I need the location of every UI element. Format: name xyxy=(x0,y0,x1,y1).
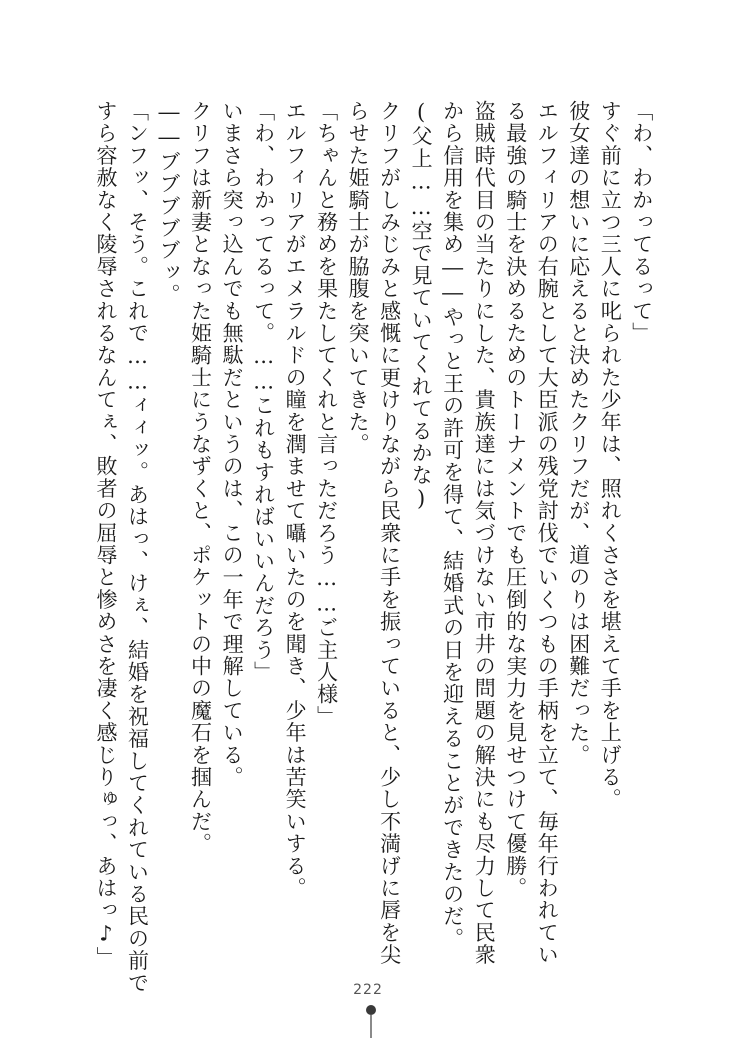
text-line-14: いまさら突っ込んでも無駄だというのは、この一年で理解している。 xyxy=(220,100,245,789)
text-line-11: 「ちゃんと務めを果たしてくれと言っただろう……ご主人様」 xyxy=(314,100,339,728)
page-marker-line xyxy=(370,1015,372,1038)
text-line-12: エルフィリアがエメラルドの瞳を潤ませて囁いたのを聞き、少年は苦笑いする。 xyxy=(283,100,308,900)
text-line-9: クリフがしみじみと感慨に更けりながら民衆に手を振っていると、少し不満げに唇を尖 xyxy=(377,100,402,966)
page-number: 222 xyxy=(353,982,383,998)
text-line-2: すぐ前に立つ三人に叱られた少年は、照れくささを堪えて手を上げる。 xyxy=(598,100,623,811)
text-line-6: 盗賊時代目の当たりにした、貴族達には気づけない市井の問題の解決にも尽力して民衆 xyxy=(472,100,497,966)
text-line-8: (父上……空で見ていてくれてるかな) xyxy=(409,100,434,512)
text-line-10: らせた姫騎士が脇腹を突いてきた。 xyxy=(346,100,371,456)
text-line-5: る最強の騎士を決めるためのトーナメントでも圧倒的な実力を見せつけて優勝。 xyxy=(503,100,528,900)
text-line-17: 「ンフッ、そう。これで……ィィッ。あはっ、けぇ、結婚を祝福してくれている民の前で xyxy=(125,100,150,994)
text-line-1: 「わ、わかってるって」 xyxy=(629,100,654,345)
text-line-4: エルフィリアの右腕として大臣派の残党討伐でいくつもの手柄を立て、毎年行われてい xyxy=(535,100,560,966)
text-line-13: 「わ、わかってるって。……これもすればいいんだろう」 xyxy=(251,100,276,684)
page-marker-dot-icon xyxy=(366,1005,376,1015)
text-line-3: 彼女達の想いに応えると決めたクリフだが、道のりは困難だった。 xyxy=(566,100,591,766)
text-line-7: から信用を集め――やっと王の許可を得て、結婚式の日を迎えることができたのだ。 xyxy=(440,100,465,950)
text-line-18: すら容赦なく陵辱されるなんてぇ、敗者の屈辱と惨めさを凄く感じりゅっ、あはっ♪」 xyxy=(94,100,118,969)
text-line-16: ――ブブブブブッ。 xyxy=(157,100,182,306)
text-line-15: クリフは新妻となった姫騎士にうなずくと、ポケットの中の魔石を掴んだ。 xyxy=(188,100,213,855)
